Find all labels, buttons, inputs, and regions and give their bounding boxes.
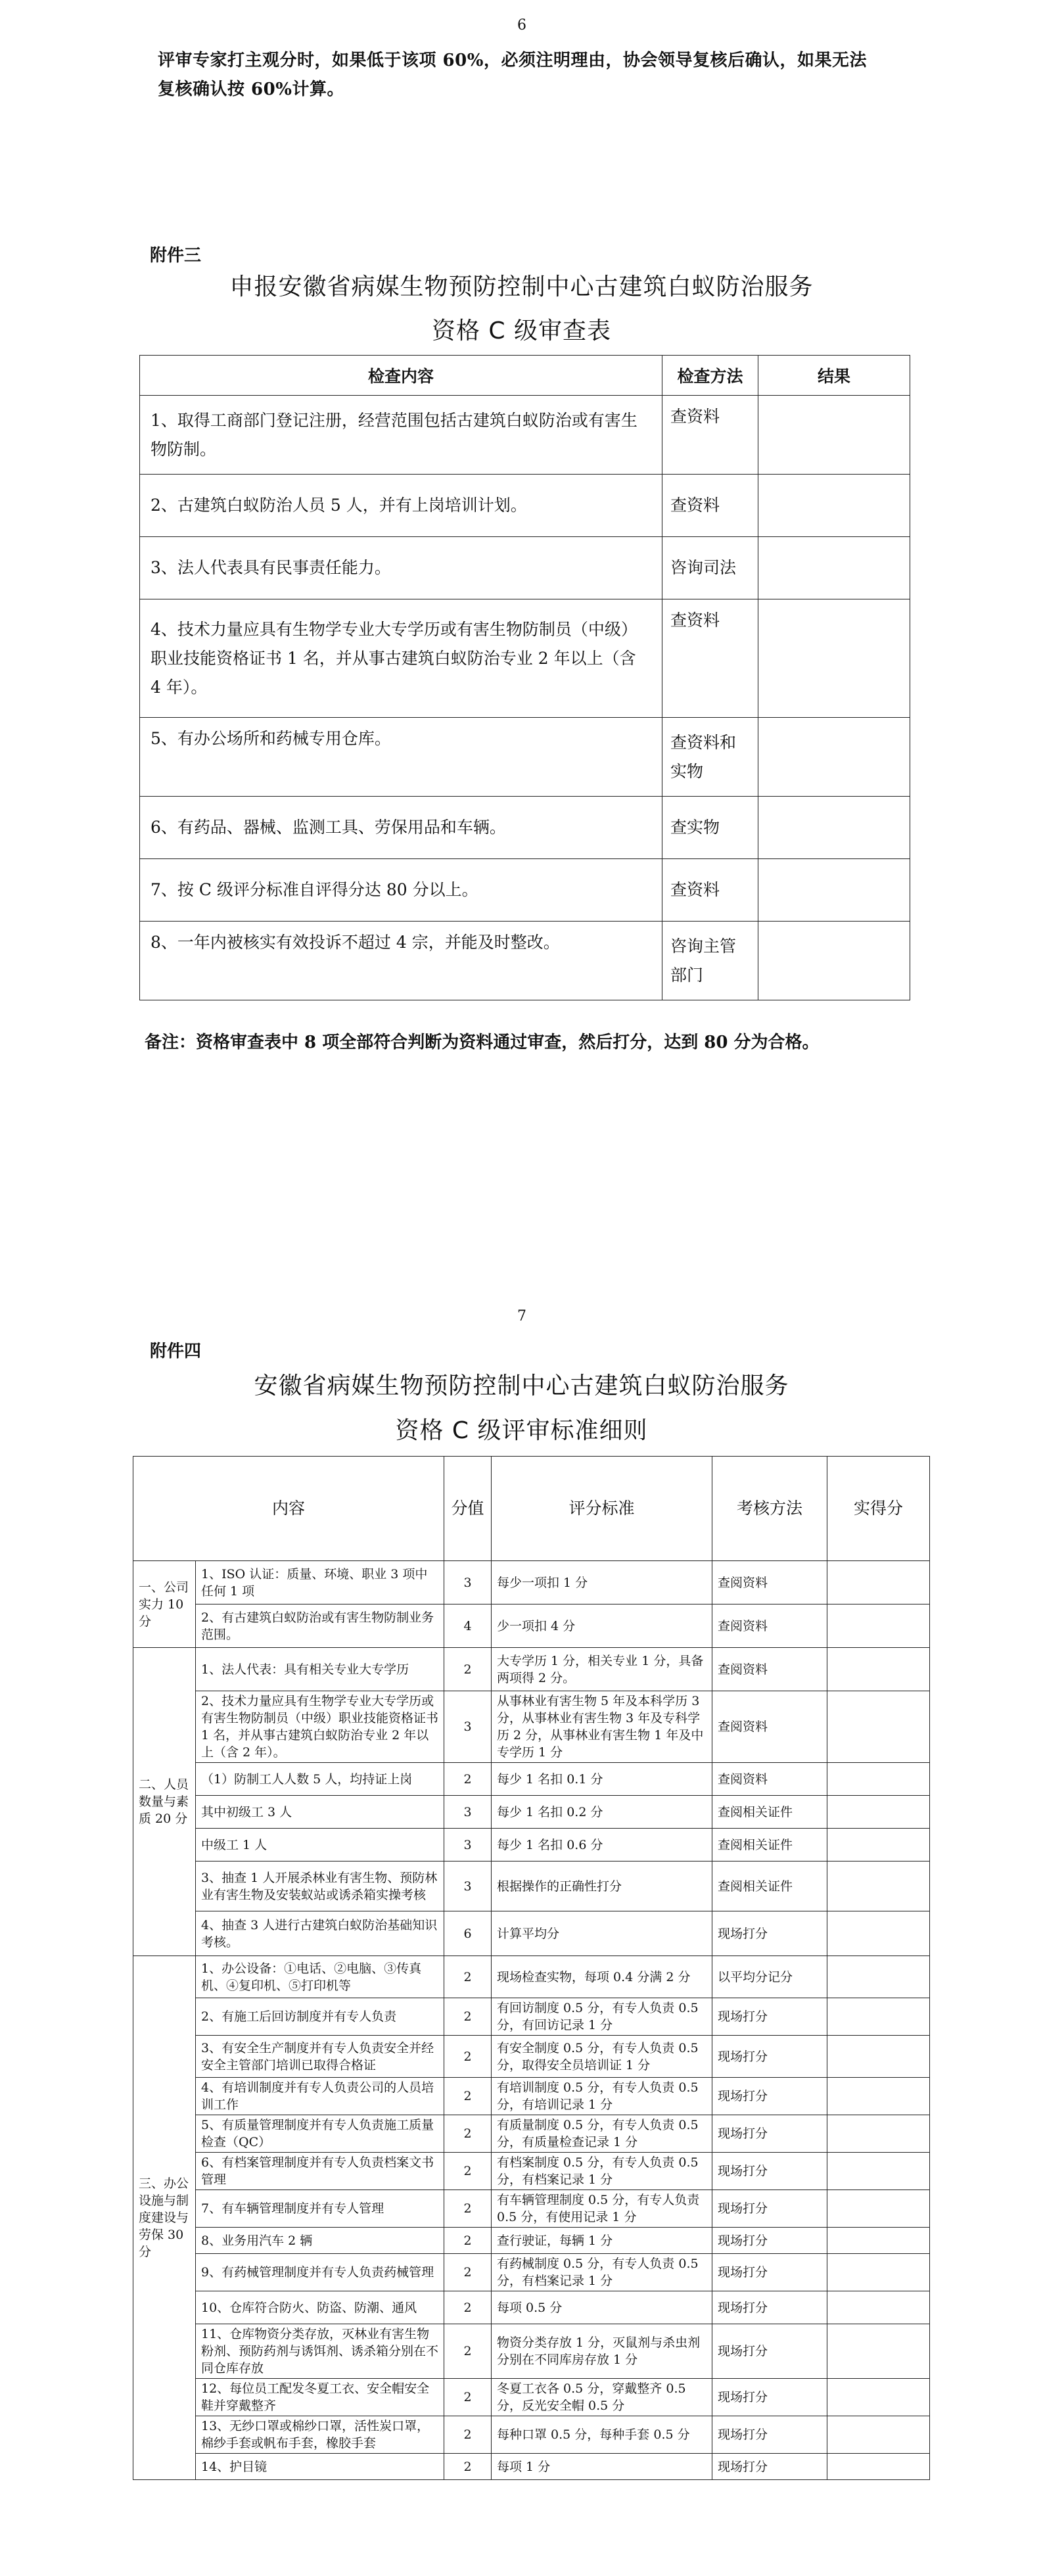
table-row <box>140 396 910 475</box>
table-row <box>140 537 910 599</box>
table-row <box>133 2454 930 2480</box>
column-header: 检查内容 <box>140 356 662 396</box>
criteria-method: 现场打分 <box>712 2036 827 2078</box>
criteria-earned <box>827 1763 930 1796</box>
category-cell: 二、人员数量与素质 20 分 <box>133 1648 196 1956</box>
check-content: 2、古建筑白蚁防治人员 5 人，并有上岗培训计划。 <box>140 475 662 537</box>
check-method: 查资料和实物 <box>662 718 758 797</box>
column-header: 实得分 <box>827 1457 930 1561</box>
criteria-content: 1、办公设备：①电话、②电脑、③传真机、④复印机、⑤打印机等 <box>196 1956 444 1998</box>
criteria-content: 中级工 1 人 <box>196 1829 444 1862</box>
table-row <box>133 1956 930 1998</box>
table-row <box>133 1796 930 1829</box>
check-content: 5、有办公场所和药械专用仓库。 <box>140 718 662 797</box>
criteria-score: 2 <box>444 1956 492 1998</box>
check-method: 查实物 <box>662 797 758 859</box>
check-content: 8、一年内被核实有效投诉不超过 4 宗，并能及时整改。 <box>140 922 662 1000</box>
criteria-method: 查阅资料 <box>712 1691 827 1763</box>
criteria-score: 2 <box>444 2379 492 2416</box>
table-row <box>133 2078 930 2115</box>
criteria-method: 查阅资料 <box>712 1604 827 1648</box>
criteria-standard: 少一项扣 4 分 <box>492 1604 712 1648</box>
criteria-score: 6 <box>444 1911 492 1956</box>
table-row <box>133 1998 930 2036</box>
criteria-content: 2、技术力量应具有生物学专业大专学历或有害生物防制员（中级）职业技能资格证书 1 名，并从事古建筑白蚁防治专业 2 年以上（含 2 年）。 <box>196 1691 444 1763</box>
criteria-standard: 每少 1 名扣 0.6 分 <box>492 1829 712 1862</box>
criteria-earned <box>827 1829 930 1862</box>
page-subtitle: 资格 C 级评审标准细则 <box>395 1417 648 1444</box>
criteria-score: 2 <box>444 1763 492 1796</box>
criteria-standard: 每种口罩 0.5 分，每种手套 0.5 分 <box>492 2416 712 2454</box>
criteria-earned <box>827 2454 930 2480</box>
table-row <box>133 1691 930 1763</box>
criteria-content: 3、抽查 1 人开展杀林业有害生物、预防林业有害生物及安装蚁站或诱杀箱实操考核 <box>196 1862 444 1911</box>
criteria-score: 2 <box>444 2416 492 2454</box>
table-header-row <box>133 1457 930 1561</box>
check-method: 咨询主管部门 <box>662 922 758 1000</box>
criteria-content: 13、无纱口罩或棉纱口罩，活性炭口罩，棉纱手套或帆布手套，橡胶手套 <box>196 2416 444 2454</box>
criteria-content: 8、业务用汽车 2 辆 <box>196 2228 444 2254</box>
criteria-earned <box>827 1956 930 1998</box>
criteria-earned <box>827 1691 930 1763</box>
table-row <box>133 1763 930 1796</box>
table-row <box>133 2254 930 2291</box>
table-row <box>133 1862 930 1911</box>
criteria-content: 3、有安全生产制度并有专人负责安全并经安全主管部门培训已取得合格证 <box>196 2036 444 2078</box>
criteria-standard: 有档案制度 0.5 分，有专人负责 0.5 分，有档案记录 1 分 <box>492 2153 712 2190</box>
criteria-content: 1、法人代表：具有相关专业大专学历 <box>196 1648 444 1691</box>
table-row <box>133 2379 930 2416</box>
criteria-earned <box>827 2036 930 2078</box>
criteria-score: 3 <box>444 1796 492 1829</box>
column-header: 评分标准 <box>492 1457 712 1561</box>
check-result <box>758 718 910 797</box>
criteria-method: 现场打分 <box>712 2190 827 2228</box>
criteria-earned <box>827 2115 930 2153</box>
criteria-method: 查阅相关证件 <box>712 1796 827 1829</box>
criteria-earned <box>827 2228 930 2254</box>
criteria-earned <box>827 2416 930 2454</box>
table-row <box>140 859 910 922</box>
criteria-earned <box>827 2254 930 2291</box>
table-note: 备注：资格审查表中 8 项全部符合判断为资料通过审查，然后打分，达到 80 分为合格。 <box>145 1033 820 1052</box>
criteria-method: 查阅资料 <box>712 1648 827 1691</box>
table-row <box>133 2416 930 2454</box>
criteria-content: 11、仓库物资分类存放，灭林业有害生物粉剂、预防药剂与诱饵剂、诱杀箱分别在不同仓库存放 <box>196 2324 444 2379</box>
table-row <box>133 1911 930 1956</box>
category-cell: 一、公司实力 10 分 <box>133 1561 196 1648</box>
criteria-score: 3 <box>444 1561 492 1604</box>
intro-paragraph <box>158 46 920 104</box>
criteria-score: 3 <box>444 1691 492 1763</box>
criteria-standard: 查行驶证，每辆 1 分 <box>492 2228 712 2254</box>
criteria-earned <box>827 2078 930 2115</box>
criteria-standard: 每项 1 分 <box>492 2454 712 2480</box>
criteria-earned <box>827 1911 930 1956</box>
table-row <box>133 2291 930 2324</box>
category-cell: 三、办公设施与制度建设与劳保 30 分 <box>133 1956 196 2480</box>
criteria-content: （1）防制工人人数 5 人，均持证上岗 <box>196 1763 444 1796</box>
criteria-method: 现场打分 <box>712 2153 827 2190</box>
column-header: 内容 <box>133 1457 444 1561</box>
check-method: 查资料 <box>662 859 758 922</box>
criteria-content: 6、有档案管理制度并有专人负责档案文书管理 <box>196 2153 444 2190</box>
criteria-earned <box>827 2324 930 2379</box>
criteria-standard: 有车辆管理制度 0.5 分，有专人负责 0.5 分，有使用记录 1 分 <box>492 2190 712 2228</box>
criteria-earned <box>827 1561 930 1604</box>
criteria-score: 2 <box>444 2454 492 2480</box>
table-row <box>140 797 910 859</box>
criteria-standard: 冬夏工衣各 0.5 分，穿戴整齐 0.5 分，反光安全帽 0.5 分 <box>492 2379 712 2416</box>
criteria-score: 2 <box>444 1998 492 2036</box>
check-method: 查资料 <box>662 396 758 475</box>
check-result <box>758 396 910 475</box>
table-row <box>133 2190 930 2228</box>
criteria-standard: 从事林业有害生物 5 年及本科学历 3 分，从事林业有害生物 3 年及专科学历 2 分，从事林业有害生物 1 年及中专学历 1 分 <box>492 1691 712 1763</box>
criteria-earned <box>827 1604 930 1648</box>
table-row <box>133 2324 930 2379</box>
check-result <box>758 859 910 922</box>
criteria-earned <box>827 1796 930 1829</box>
criteria-content: 1、ISO 认证：质量、环境、职业 3 项中任何 1 项 <box>196 1561 444 1604</box>
criteria-earned <box>827 2379 930 2416</box>
intro-line: 复核确认按 60%计算。 <box>158 80 344 99</box>
criteria-standard: 有安全制度 0.5 分，有专人负责 0.5 分，取得安全员培训证 1 分 <box>492 2036 712 2078</box>
attachment-label: 附件三 <box>150 246 202 266</box>
criteria-standard: 大专学历 1 分，相关专业 1 分，具备两项得 2 分。 <box>492 1648 712 1691</box>
table-row <box>133 1829 930 1862</box>
table-header-row <box>140 356 910 396</box>
criteria-content: 2、有古建筑白蚁防治或有害生物防制业务范围。 <box>196 1604 444 1648</box>
criteria-score: 2 <box>444 2291 492 2324</box>
check-method: 查资料 <box>662 599 758 718</box>
table-row <box>133 2153 930 2190</box>
criteria-standard: 每少一项扣 1 分 <box>492 1561 712 1604</box>
criteria-method: 现场打分 <box>712 2115 827 2153</box>
criteria-method: 查阅资料 <box>712 1561 827 1604</box>
criteria-score: 3 <box>444 1829 492 1862</box>
check-result <box>758 537 910 599</box>
table-row <box>140 475 910 537</box>
criteria-method: 查阅相关证件 <box>712 1829 827 1862</box>
intro-line: 评审专家打主观分时，如果低于该项 60%，必须注明理由，协会领导复核后确认，如果无法 <box>158 51 867 70</box>
criteria-earned <box>827 1998 930 2036</box>
criteria-content: 4、抽查 3 人进行古建筑白蚁防治基础知识考核。 <box>196 1911 444 1956</box>
criteria-content: 12、每位员工配发冬夏工衣、安全帽安全鞋并穿戴整齐 <box>196 2379 444 2416</box>
criteria-earned <box>827 1862 930 1911</box>
check-content: 3、法人代表具有民事责任能力。 <box>140 537 662 599</box>
criteria-method: 现场打分 <box>712 2416 827 2454</box>
criteria-score: 2 <box>444 2190 492 2228</box>
criteria-standard: 物资分类存放 1 分，灭鼠剂与杀虫剂分别在不同库房存放 1 分 <box>492 2324 712 2379</box>
criteria-score: 2 <box>444 2115 492 2153</box>
criteria-content: 14、护目镜 <box>196 2454 444 2480</box>
criteria-content: 其中初级工 3 人 <box>196 1796 444 1829</box>
criteria-standard: 现场检查实物，每项 0.4 分满 2 分 <box>492 1956 712 1998</box>
criteria-method: 以平均分记分 <box>712 1956 827 1998</box>
criteria-standard: 有质量制度 0.5 分，有专人负责 0.5 分，有质量检查记录 1 分 <box>492 2115 712 2153</box>
check-method: 咨询司法 <box>662 537 758 599</box>
table-row <box>133 2036 930 2078</box>
column-header: 结果 <box>758 356 910 396</box>
column-header: 检查方法 <box>662 356 758 396</box>
criteria-content: 5、有质量管理制度并有专人负责施工质量检查（QC） <box>196 2115 444 2153</box>
check-content: 4、技术力量应具有生物学专业大专学历或有害生物防制员（中级）职业技能资格证书 1 名，并从事古建筑白蚁防治专业 2 年以上（含 4 年）。 <box>140 599 662 718</box>
criteria-score: 2 <box>444 2078 492 2115</box>
criteria-score: 2 <box>444 1648 492 1691</box>
criteria-standard: 每少 1 名扣 0.2 分 <box>492 1796 712 1829</box>
criteria-score: 2 <box>444 2153 492 2190</box>
check-result <box>758 797 910 859</box>
criteria-method: 现场打分 <box>712 2228 827 2254</box>
criteria-score: 2 <box>444 2324 492 2379</box>
page-number: 7 <box>517 1308 526 1324</box>
criteria-score: 2 <box>444 2254 492 2291</box>
column-header: 分值 <box>444 1457 492 1561</box>
criteria-standard: 根据操作的正确性打分 <box>492 1862 712 1911</box>
attachment-label: 附件四 <box>150 1342 202 1361</box>
criteria-standard: 有药械制度 0.5 分，有专人负责 0.5 分，有档案记录 1 分 <box>492 2254 712 2291</box>
criteria-standard: 有回访制度 0.5 分，有专人负责 0.5 分，有回访记录 1 分 <box>492 1998 712 2036</box>
check-content: 6、有药品、器械、监测工具、劳保用品和车辆。 <box>140 797 662 859</box>
check-method: 查资料 <box>662 475 758 537</box>
criteria-standard: 每项 0.5 分 <box>492 2291 712 2324</box>
page-title: 安徽省病媒生物预防控制中心古建筑白蚁防治服务 <box>254 1372 789 1399</box>
review-table <box>139 355 910 1000</box>
column-header: 考核方法 <box>712 1457 827 1561</box>
criteria-method: 现场打分 <box>712 2291 827 2324</box>
criteria-method: 查阅资料 <box>712 1763 827 1796</box>
criteria-earned <box>827 1648 930 1691</box>
criteria-earned <box>827 2190 930 2228</box>
criteria-content: 10、仓库符合防火、防盗、防潮、通风 <box>196 2291 444 2324</box>
check-result <box>758 922 910 1000</box>
criteria-earned <box>827 2153 930 2190</box>
criteria-table <box>133 1456 930 2480</box>
criteria-score: 2 <box>444 2036 492 2078</box>
criteria-score: 2 <box>444 2228 492 2254</box>
page-title: 申报安徽省病媒生物预防控制中心古建筑白蚁防治服务 <box>229 273 814 300</box>
criteria-method: 现场打分 <box>712 1911 827 1956</box>
table-row <box>133 1604 930 1648</box>
table-row <box>140 718 910 797</box>
criteria-method: 查阅相关证件 <box>712 1862 827 1911</box>
criteria-earned <box>827 2291 930 2324</box>
criteria-method: 现场打分 <box>712 2379 827 2416</box>
check-result <box>758 475 910 537</box>
table-row <box>133 2228 930 2254</box>
check-result <box>758 599 910 718</box>
criteria-standard: 计算平均分 <box>492 1911 712 1956</box>
criteria-standard: 有培训制度 0.5 分，有专人负责 0.5 分，有培训记录 1 分 <box>492 2078 712 2115</box>
check-content: 7、按 C 级评分标准自评得分达 80 分以上。 <box>140 859 662 922</box>
table-row <box>133 2115 930 2153</box>
criteria-method: 现场打分 <box>712 2078 827 2115</box>
criteria-score: 3 <box>444 1862 492 1911</box>
table-row <box>140 922 910 1000</box>
check-content: 1、取得工商部门登记注册，经营范围包括古建筑白蚁防治或有害生物防制。 <box>140 396 662 475</box>
criteria-content: 4、有培训制度并有专人负责公司的人员培训工作 <box>196 2078 444 2115</box>
table-row <box>140 599 910 718</box>
criteria-method: 现场打分 <box>712 2254 827 2291</box>
criteria-method: 现场打分 <box>712 1998 827 2036</box>
page-subtitle: 资格 C 级审查表 <box>431 317 612 344</box>
criteria-content: 7、有车辆管理制度并有专人管理 <box>196 2190 444 2228</box>
table-row <box>133 1648 930 1691</box>
criteria-method: 现场打分 <box>712 2454 827 2480</box>
criteria-content: 2、有施工后回访制度并有专人负责 <box>196 1998 444 2036</box>
criteria-content: 9、有药械管理制度并有专人负责药械管理 <box>196 2254 444 2291</box>
criteria-standard: 每少 1 名扣 0.1 分 <box>492 1763 712 1796</box>
page-number: 6 <box>517 17 526 34</box>
table-row <box>133 1561 930 1604</box>
criteria-method: 现场打分 <box>712 2324 827 2379</box>
criteria-score: 4 <box>444 1604 492 1648</box>
